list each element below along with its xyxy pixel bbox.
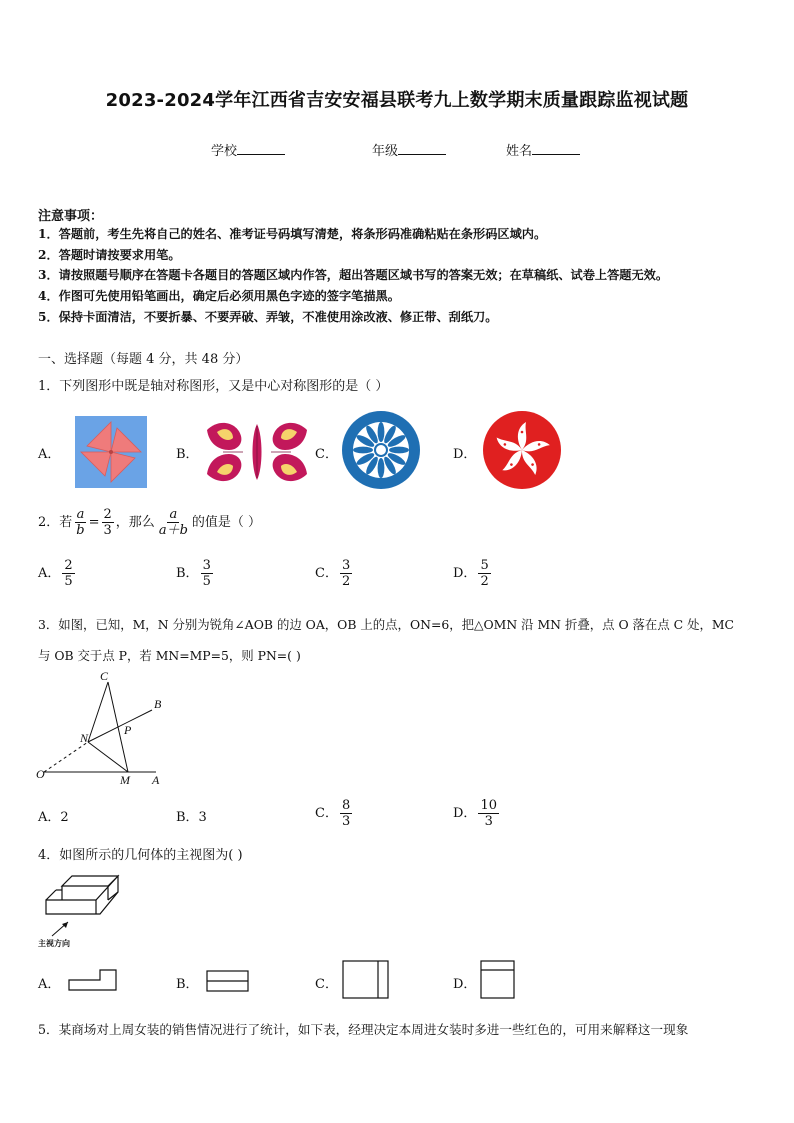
q2-fraction-a-over-a-plus-b	[157, 507, 190, 538]
q3-option-c	[315, 796, 354, 832]
q3-option-c-label: C．	[315, 806, 338, 821]
q2-option-a-num: 2	[64, 558, 73, 573]
q2-option-c-label: C．	[315, 566, 338, 581]
q3-option-d-den: 3	[484, 814, 493, 829]
q3-option-b: B．3	[176, 810, 207, 825]
q2-suffix: 的值是（ ）	[191, 515, 262, 530]
q2-frac1-den: b	[76, 523, 85, 538]
note-item: 2．答题时请按要求用笔。	[38, 248, 181, 262]
figure-label-p: P	[124, 723, 132, 737]
q2-option-d-den: 2	[480, 574, 489, 589]
q3-option-a: A．2	[38, 810, 69, 825]
figure-label-n: N	[80, 731, 89, 745]
q4-option-b-label: B．	[176, 977, 199, 992]
figure-label-a: A	[152, 773, 160, 787]
q2-eq: =	[88, 515, 100, 530]
notes-heading: 注意事项：	[38, 209, 104, 224]
q2-frac2-den: 3	[103, 523, 112, 538]
q2-frac2-num: 2	[103, 507, 112, 522]
q2-option-b-den: 5	[202, 574, 211, 589]
note-item: 3．请按照题号顺序在答题卡各题目的答题区域内作答，超出答题区域书写的答案无效；在草稿纸、试卷上答题无效。	[38, 268, 669, 282]
note-item: 4．作图可先使用铅笔画出，确定后必须用黑色字迹的签字笔描黑。	[38, 289, 400, 303]
q2-option-a	[38, 556, 77, 592]
q3-geometry-figure	[36, 668, 176, 790]
grade-field	[372, 140, 446, 159]
figure-label-o: O	[36, 767, 45, 781]
q2-option-b-num: 3	[202, 558, 211, 573]
q4-option-c-label: C．	[315, 977, 338, 992]
question-3-line1: 3．如图，已知，M，N 分别为锐角∠AOB 的边 OA，OB 上的点，ON=6，把△OMN 沿 MN 折叠，点 O 落在点 C 处，MC	[38, 617, 735, 632]
q1-option-a-label: A．	[38, 447, 61, 462]
name-blank[interactable]	[532, 142, 580, 155]
q2-option-c-den: 2	[341, 574, 351, 589]
q2-option-d-num: 5	[480, 558, 489, 573]
q3-option-c-den: 3	[341, 814, 351, 829]
q1-option-c-label: C．	[315, 447, 338, 462]
figure-label-m: M	[120, 773, 130, 787]
pinwheel-image	[75, 416, 147, 488]
q2-option-d-label: D．	[453, 566, 477, 581]
note-item: 1．答题前，考生先将自己的姓名、准考证号码填写清楚，将条形码准确粘贴在条形码区域内。	[38, 227, 547, 241]
question-2-stem	[38, 505, 261, 541]
question-4-stem: 4．如图所示的几何体的主视图为( )	[38, 848, 243, 863]
q4-solid-figure	[38, 866, 128, 952]
q2-option-b	[176, 556, 215, 592]
q2-frac3-num: a	[169, 507, 178, 522]
q1-option-d-label: D．	[453, 447, 477, 462]
name-field	[506, 140, 580, 159]
school-field	[211, 140, 285, 159]
q2-fraction-a-over-b	[74, 507, 86, 538]
grade-label: 年级	[372, 144, 399, 159]
q3-option-d-num: 10	[480, 798, 497, 813]
note-item: 5．保持卡面清洁，不要折暴、不要弄破、弄皱，不准使用涂改液、修正带、刮纸刀。	[38, 310, 498, 324]
q3-option-d-label: D．	[453, 806, 477, 821]
grade-blank[interactable]	[398, 142, 446, 155]
direction-label: 主视方向	[38, 939, 70, 948]
q4-option-b-shape	[206, 970, 250, 994]
q2-option-a-den: 5	[64, 574, 73, 589]
butterfly-pattern-image	[203, 416, 311, 488]
q4-option-d-shape	[480, 960, 516, 1000]
q4-option-a-label: A．	[38, 977, 61, 992]
q2-option-d	[453, 556, 493, 592]
q2-option-a-label: A．	[38, 566, 61, 581]
name-label: 姓名	[506, 144, 533, 159]
question-3-line2: 与 OB 交于点 P，若 MN=MP=5，则 PN=( )	[38, 648, 301, 663]
q4-option-d-label: D．	[453, 977, 477, 992]
q2-mid: ，那么	[115, 515, 155, 530]
q2-fraction-2-over-3	[102, 507, 114, 538]
q2-option-c-num: 3	[341, 558, 351, 573]
bauhinia-flag-image	[482, 410, 562, 490]
q4-option-a-shape	[68, 968, 118, 992]
q3-option-d	[453, 796, 501, 832]
question-5-stem: 5．某商场对上周女装的销售情况进行了统计，如下表，经理决定本周进女装时多进一些红色的，可用来解释这一现象	[38, 1022, 689, 1037]
q2-option-b-label: B．	[176, 566, 199, 581]
school-label: 学校	[211, 144, 238, 159]
figure-label-c: C	[100, 669, 109, 683]
page-title: 2023-2024学年江西省吉安安福县联考九上数学期末质量跟踪监视试题	[105, 90, 689, 111]
blue-flower-circle-image	[341, 410, 421, 490]
figure-label-b: B	[154, 697, 162, 711]
q1-option-b-label: B．	[176, 447, 199, 462]
section-heading: 一、选择题（每题 4 分，共 48 分）	[38, 352, 249, 367]
q4-option-c-shape	[342, 960, 390, 1000]
q2-frac3-den: a＋b	[158, 523, 188, 538]
q2-prefix: 2．若	[38, 515, 73, 530]
q2-option-c	[315, 556, 354, 592]
q2-frac1-num: a	[76, 507, 85, 522]
school-blank[interactable]	[237, 142, 285, 155]
q3-option-c-num: 8	[341, 798, 351, 813]
question-1-stem: 1．下列图形中既是轴对称图形，又是中心对称图形的是（ ）	[38, 379, 389, 394]
